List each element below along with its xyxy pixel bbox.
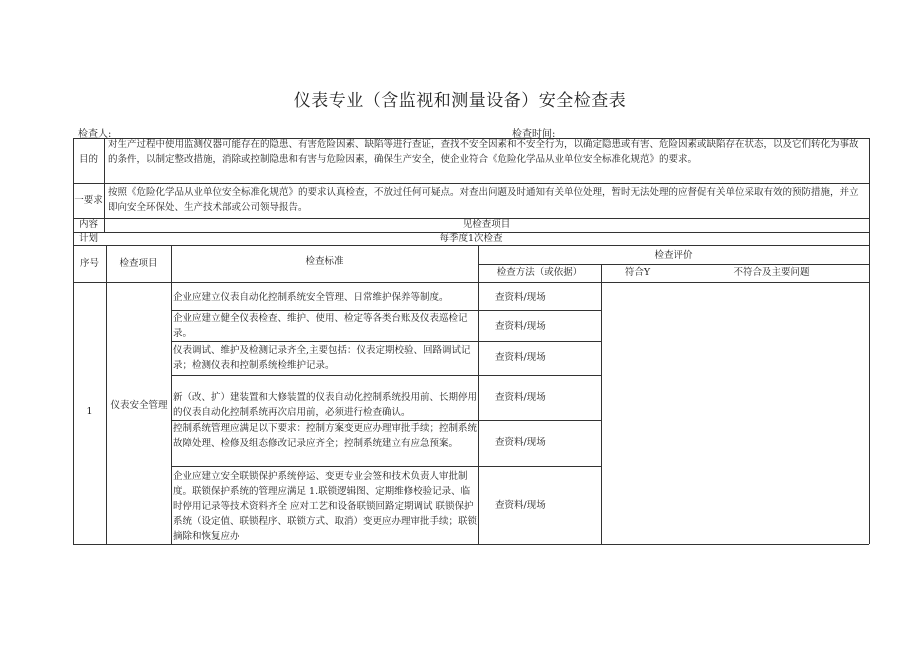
requirement-text: 按照《危险化学品从业单位安全标准化规范》的要求认真检查，不放过任何可疑点。对查出问题及时通知有关单位处理，暂时无法处理的应督促有关单位采取有效的预防措施，并立即向安全环保处、生产技术部或公司领导报告。: [108, 187, 859, 213]
table-row-1-standard: 企业应建立仪表自动化控制系统安全管理、日常维护保养等制度。: [173, 292, 449, 303]
inspection-table: [73, 138, 869, 544]
content-label: 内容: [78, 219, 98, 230]
group-number: 1: [86, 406, 93, 417]
header-nonconform: 不符合及主要问题: [733, 267, 810, 278]
requirement-label: 一要求: [74, 195, 103, 206]
page-title: 仪表专业（含监视和测量设备）安全检查表: [293, 91, 627, 111]
inspection-time-label: 检查时间:: [512, 129, 556, 140]
header-evaluation: 检查评价: [654, 250, 693, 261]
group-item: 仪表安全管理: [110, 400, 168, 411]
table-row-4-standard: 新（改、扩）建装置和大修装置的仪表自动化控制系统投用前、长期停用的仪表自动化控制系统再次启用前，必须进行检查确认。: [173, 392, 478, 418]
content-value: 见检查项目: [462, 219, 511, 230]
table-row-3-standard: 仪表调试、维护及检测记录齐全,主要包括：仪表定期校验、回路调试记录；检测仪表和控制系统检维护记录。: [173, 345, 471, 371]
table-row-2-standard: 企业应建立健全仪表检查、维护、使用、检定等各类台账及仪表巡检记录。: [173, 313, 468, 339]
table-row-5-method: 查资料/现场: [495, 437, 546, 448]
inspector-label: 检查人:: [78, 129, 112, 140]
header-method: 检查方法（或依据）: [496, 267, 583, 278]
header-conform: 符合Y: [624, 267, 651, 278]
purpose-label: 目的: [78, 154, 98, 165]
table-row-1-method: 查资料/现场: [495, 292, 546, 303]
table-row-6-standard: 企业应建立安全联锁保护系统停运、变更专业会签和技术负责人审批制度。联锁保护系统的管理应满足 1.联锁逻辑图、定期维修校验记录、临时停用记录等技术资料齐全 应对工艺和设备联锁回路定期调试 联锁保护系统（设定值、联锁程序、联锁方式、取消）变更应办理审批手续；联锁摘除和恢复应办: [173, 471, 478, 542]
header-no: 序号: [79, 258, 99, 269]
table-row-4-method: 查资料/现场: [495, 392, 546, 403]
header-item: 检查项目: [119, 258, 158, 269]
table-row-5-standard: 控制系统管理应满足以下要求：控制方案变更应办理审批手续；控制系统故障处理、检修及组态修改记录应齐全；控制系统建立有应急预案。: [173, 423, 478, 449]
table-row-2-method: 查资料/现场: [495, 321, 546, 332]
table-row-6-method: 查资料/现场: [495, 500, 546, 511]
table-row-3-method: 查资料/现场: [495, 352, 546, 363]
purpose-text: 对生产过程中使用监测仪器可能存在的隐患、有害危险因素、缺陷等进行查证，查找不安全因素和不安全行为，以确定隐患或有害、危险因素或缺陷存在状态，以及它们转化为事故的条件，以制定整改措施，消除或控制隐患和有害与危险因素，确保生产安全，使企业符合《危险化学品从业单位安全标准化规范》的要求。: [108, 139, 859, 165]
plan-label: 计划: [78, 233, 98, 244]
header-standard: 检查标准: [305, 256, 344, 267]
plan-value: 每季度1次检查: [439, 233, 503, 244]
